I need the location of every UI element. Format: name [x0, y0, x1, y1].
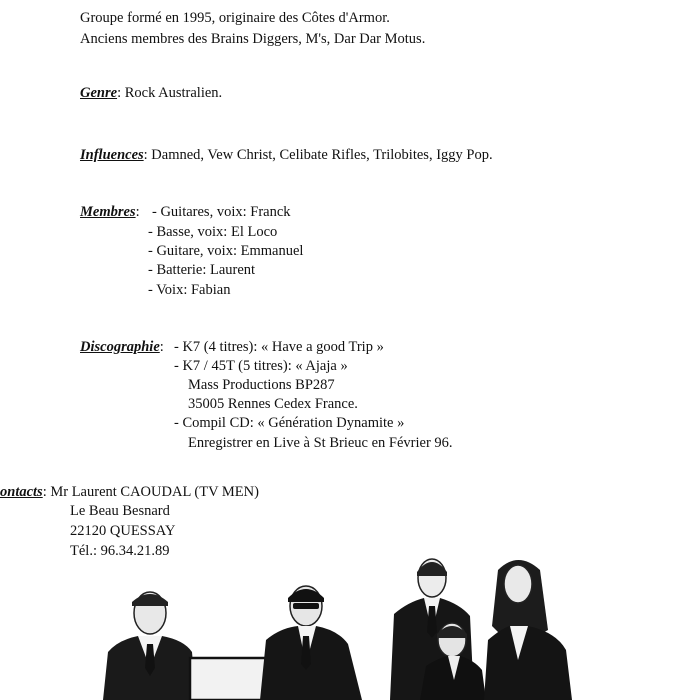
discographie-heading: [80, 338, 164, 356]
discographie-line: - K7 (4 titres): « Have a good Trip »: [174, 339, 384, 355]
discographie-line: 35005 Rennes Cedex France.: [188, 396, 358, 412]
contacts-label: ontacts: [0, 484, 43, 500]
genre-label: Genre: [80, 85, 118, 101]
membres-item: - Guitare, voix: Emmanuel: [148, 243, 304, 259]
influences-label: Influences: [80, 147, 144, 163]
intro-line-1: Groupe formé en 1995, originaire des Côtes d'Armor.: [80, 10, 390, 26]
genre-value: : Rock Australien.: [117, 85, 223, 101]
discographie-line: Enregistrer en Live à St Brieuc en Février 96.: [188, 435, 453, 451]
genre-section: [80, 84, 222, 102]
membres-heading: [80, 203, 140, 221]
membres-item: - Basse, voix: El Loco: [148, 224, 278, 240]
membres-item: - Voix: Fabian: [148, 282, 231, 298]
discographie-line: Mass Productions BP287: [188, 377, 335, 393]
discographie-label: Discographie: [80, 339, 160, 355]
contacts-line: : Mr Laurent CAOUDAL (TV MEN): [42, 484, 259, 500]
membres-colon: :: [135, 204, 140, 220]
membres-item: - Guitares, voix: Franck: [152, 204, 291, 220]
band-member-5: [484, 560, 572, 700]
discographie-colon: :: [159, 339, 164, 355]
contacts-line: Le Beau Besnard: [70, 503, 170, 519]
contacts-line: Tél.: 96.34.21.89: [70, 543, 170, 559]
band-photo: [0, 540, 700, 700]
membres-label: Membres: [80, 204, 136, 220]
discographie-line: - K7 / 45T (5 titres): « Ajaja »: [174, 358, 348, 374]
influences-section: [80, 146, 493, 164]
intro-line-2: Anciens membres des Brains Diggers, M's, Dar Dar Motus.: [80, 31, 426, 47]
contacts-heading: [0, 483, 259, 501]
contacts-line: 22120 QUESSAY: [70, 523, 176, 539]
membres-item: - Batterie: Laurent: [148, 262, 256, 278]
discographie-line: - Compil CD: « Génération Dynamite »: [174, 415, 405, 431]
band-member-2: [260, 586, 362, 700]
influences-value: : Damned, Vew Christ, Celibate Rifles, Trilobites, Iggy Pop.: [143, 147, 493, 163]
band-member-1: [103, 592, 196, 700]
